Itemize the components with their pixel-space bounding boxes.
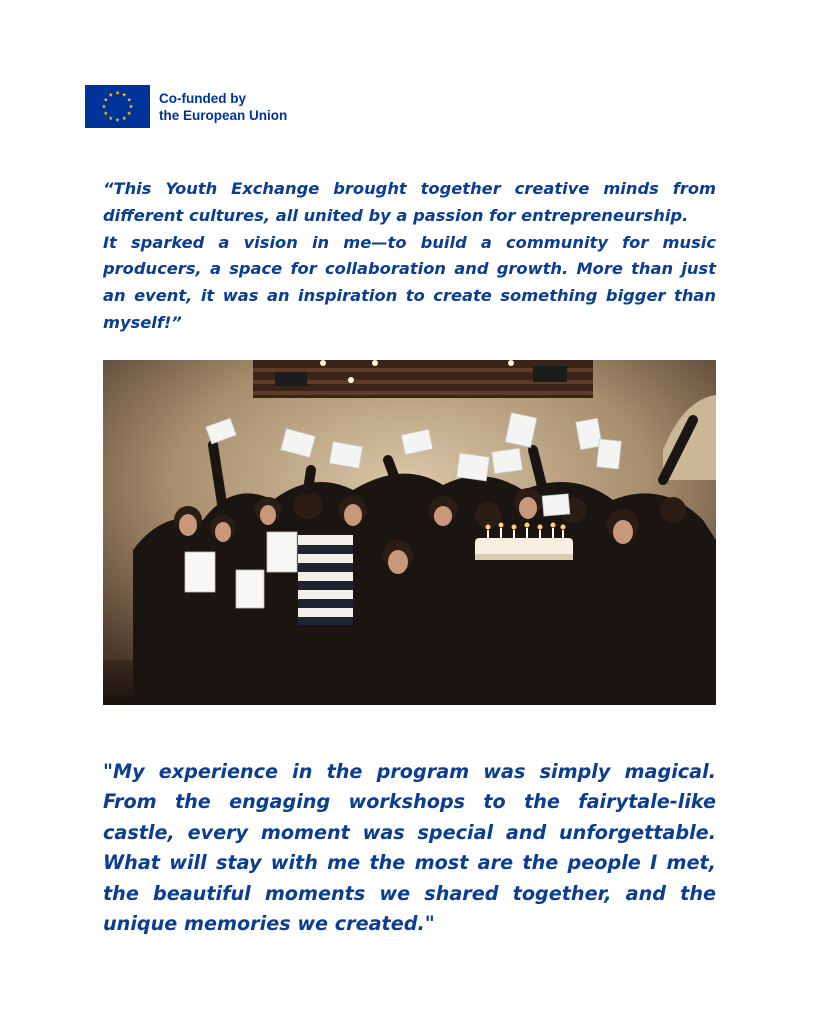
- testimonial-quote-top: [103, 176, 716, 337]
- testimonial-quote-bottom: [103, 757, 716, 939]
- group-photo: [103, 360, 716, 705]
- eu-cofunded-logo: [85, 85, 287, 128]
- quote-top-paragraph-1: “This Youth Exchange brought together creative minds from different cultures, all united by a passion for entrepreneurship.: [103, 179, 716, 225]
- logo-line-2: the European Union: [159, 107, 288, 123]
- group-photo-illustration: [103, 360, 716, 705]
- logo-text: [159, 90, 287, 124]
- eu-flag-icon: [85, 85, 150, 128]
- quote-top-paragraph-2: It sparked a vision in me—to build a community for music producers, a space for collaboration and growth. More than just an event, it was an inspiration to create something bigger than myself!”: [103, 232, 716, 332]
- logo-line-1: Co-funded by: [159, 90, 246, 106]
- quote-bottom-text: "My experience in the program was simply magical. From the engaging workshops to the fairytale-like castle, every moment was special and unforgettable. What will stay with me the most are the people I met, the beautiful moments we shared together, and the unique memories we created.": [103, 760, 716, 936]
